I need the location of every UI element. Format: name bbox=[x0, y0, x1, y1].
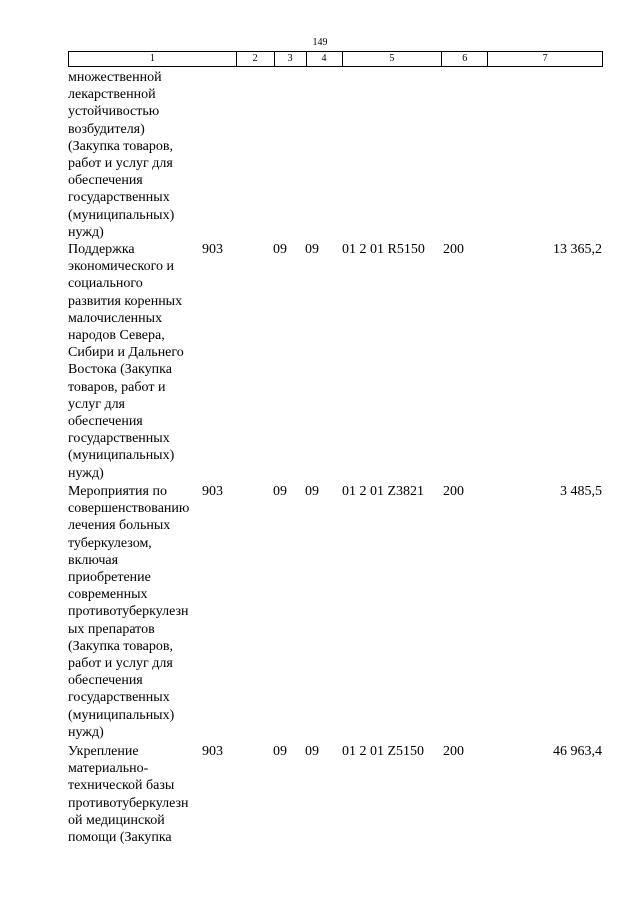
row-col2: 903 bbox=[202, 242, 223, 257]
header-col-1: 1 bbox=[69, 52, 237, 66]
row-col5: 01 2 01 Z3821 bbox=[342, 484, 425, 499]
continuation-text: множественной лекарственной устойчивостью возбудителя) (Закупка товаров, работ и услуг для обеспечения государственных (муниципальных) нужд) bbox=[68, 70, 175, 240]
row-name: Укрепление материально- технической базы противотуберкулезн ой медицинской помощи (Закупка bbox=[68, 744, 189, 846]
row-col6: 200 bbox=[443, 744, 464, 759]
row-col3: 09 bbox=[273, 744, 287, 759]
row-col2: 903 bbox=[202, 744, 223, 759]
page-number: 149 bbox=[312, 37, 328, 48]
header-col-3: 3 bbox=[275, 52, 307, 66]
header-col-6: 6 bbox=[442, 52, 488, 66]
header-col-2: 2 bbox=[237, 52, 275, 66]
header-col-4: 4 bbox=[307, 52, 343, 66]
row-name: Поддержка экономического и социального развития коренных малочисленных народов Севера, Сибири и Дальнего Востока (Закупка товаров, работ и услуг для обеспечения государственных (муниципальных) нужд) bbox=[68, 242, 184, 481]
header-col-7: 7 bbox=[488, 52, 603, 66]
row-col7: 46 963,4 bbox=[553, 744, 602, 759]
row-col5: 01 2 01 R5150 bbox=[342, 242, 425, 257]
row-col4: 09 bbox=[305, 744, 319, 759]
row-col6: 200 bbox=[443, 242, 464, 257]
row-name: Мероприятия по совершенствованию лечения больных туберкулезом, включая приобретение современных противотуберкулезн ых препаратов (Закупка товаров, работ и услуг для обеспечения государственных (муниципальных) нужд) bbox=[68, 484, 190, 740]
row-col4: 09 bbox=[305, 242, 319, 257]
row-col7: 3 485,5 bbox=[560, 484, 602, 499]
row-col7: 13 365,2 bbox=[553, 242, 602, 257]
table-header bbox=[68, 51, 603, 67]
header-col-5: 5 bbox=[343, 52, 443, 66]
row-col5: 01 2 01 Z5150 bbox=[342, 744, 425, 759]
row-col2: 903 bbox=[202, 484, 223, 499]
row-col3: 09 bbox=[273, 242, 287, 257]
row-col4: 09 bbox=[305, 484, 319, 499]
row-col6: 200 bbox=[443, 484, 464, 499]
row-col3: 09 bbox=[273, 484, 287, 499]
